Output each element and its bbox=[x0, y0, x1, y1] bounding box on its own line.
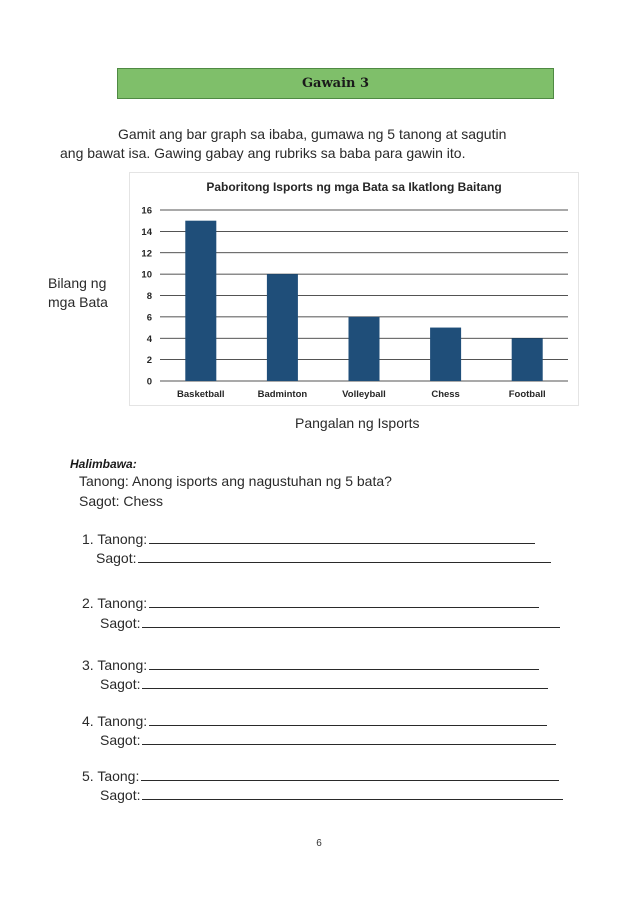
answer-4-blank[interactable] bbox=[142, 733, 556, 745]
x-tick-label: Basketball bbox=[177, 389, 225, 400]
x-tick-label: Volleyball bbox=[342, 389, 386, 400]
question-2 bbox=[82, 595, 539, 611]
x-axis-label: Pangalan ng Isports bbox=[295, 415, 420, 431]
y-tick-label: 12 bbox=[141, 248, 152, 260]
question-1-blank[interactable] bbox=[149, 532, 535, 544]
answer-3-blank[interactable] bbox=[142, 677, 548, 689]
x-tick-label: Football bbox=[508, 389, 546, 400]
example-question: Tanong: Anong isports ang nagustuhan ng 5 bata? bbox=[79, 473, 392, 489]
chart-title: Paboritong Isports ng mga Bata sa Ikatlong Baitang bbox=[206, 180, 502, 194]
answer-3 bbox=[100, 676, 548, 692]
y-tick-label: 4 bbox=[146, 333, 152, 345]
bar-volleyball bbox=[348, 317, 379, 381]
y-tick-label: 2 bbox=[146, 355, 152, 367]
y-axis-label bbox=[48, 274, 128, 312]
answer-2 bbox=[100, 615, 560, 631]
question-5-blank[interactable] bbox=[141, 769, 559, 781]
chart-svg bbox=[130, 173, 580, 407]
answer-1 bbox=[96, 550, 551, 566]
y-tick-label: 10 bbox=[141, 269, 152, 281]
y-axis-label-line-2: mga Bata bbox=[48, 294, 108, 310]
question-4-blank[interactable] bbox=[149, 714, 547, 726]
question-4-label: 4. Tanong: bbox=[82, 713, 148, 729]
bar-badminton bbox=[267, 274, 298, 381]
page-number: 6 bbox=[316, 838, 322, 849]
question-3 bbox=[82, 657, 539, 673]
bar-chess bbox=[430, 328, 461, 381]
answer-1-blank[interactable] bbox=[138, 551, 551, 563]
answer-2-label: Sagot: bbox=[100, 615, 141, 631]
instructions-line-2: ang bawat isa. Gawing gabay ang rubriks sa baba para gawin ito. bbox=[60, 145, 466, 161]
bar-football bbox=[512, 338, 543, 381]
x-tick-label: Badminton bbox=[257, 389, 308, 400]
example-answer: Sagot: Chess bbox=[79, 493, 164, 509]
answer-4-label: Sagot: bbox=[100, 732, 141, 748]
x-tick-label: Chess bbox=[431, 389, 460, 400]
answer-4 bbox=[100, 732, 556, 748]
question-3-label: 3. Tanong: bbox=[82, 657, 148, 673]
answer-1-label: Sagot: bbox=[96, 550, 137, 566]
activity-title: Gawain 3 bbox=[301, 76, 370, 91]
bar-chart bbox=[129, 172, 579, 406]
y-tick-label: 0 bbox=[146, 376, 152, 388]
question-4 bbox=[82, 713, 547, 729]
y-tick-label: 14 bbox=[141, 226, 152, 238]
instructions-line-1: Gamit ang bar graph sa ibaba, gumawa ng 5 tanong at sagutin bbox=[118, 126, 507, 142]
answer-5-label: Sagot: bbox=[100, 787, 141, 803]
question-1-label: 1. Tanong: bbox=[82, 531, 148, 547]
answer-3-label: Sagot: bbox=[100, 676, 141, 692]
bar-basketball bbox=[185, 221, 216, 381]
question-1 bbox=[82, 531, 535, 547]
y-tick-label: 16 bbox=[141, 205, 152, 217]
y-tick-label: 8 bbox=[146, 291, 152, 302]
y-tick-label: 6 bbox=[146, 312, 152, 324]
example-title: Halimbawa: bbox=[70, 457, 137, 471]
answer-2-blank[interactable] bbox=[142, 616, 560, 628]
y-axis-label-line-1: Bilang ng bbox=[48, 275, 107, 291]
answer-5 bbox=[100, 787, 563, 803]
question-5 bbox=[82, 768, 559, 784]
answer-5-blank[interactable] bbox=[142, 788, 563, 800]
instructions bbox=[60, 125, 600, 163]
question-2-blank[interactable] bbox=[149, 596, 539, 608]
question-2-label: 2. Tanong: bbox=[82, 595, 148, 611]
question-3-blank[interactable] bbox=[149, 658, 539, 670]
question-5-label: 5. Taong: bbox=[82, 768, 140, 784]
activity-header bbox=[117, 68, 554, 99]
